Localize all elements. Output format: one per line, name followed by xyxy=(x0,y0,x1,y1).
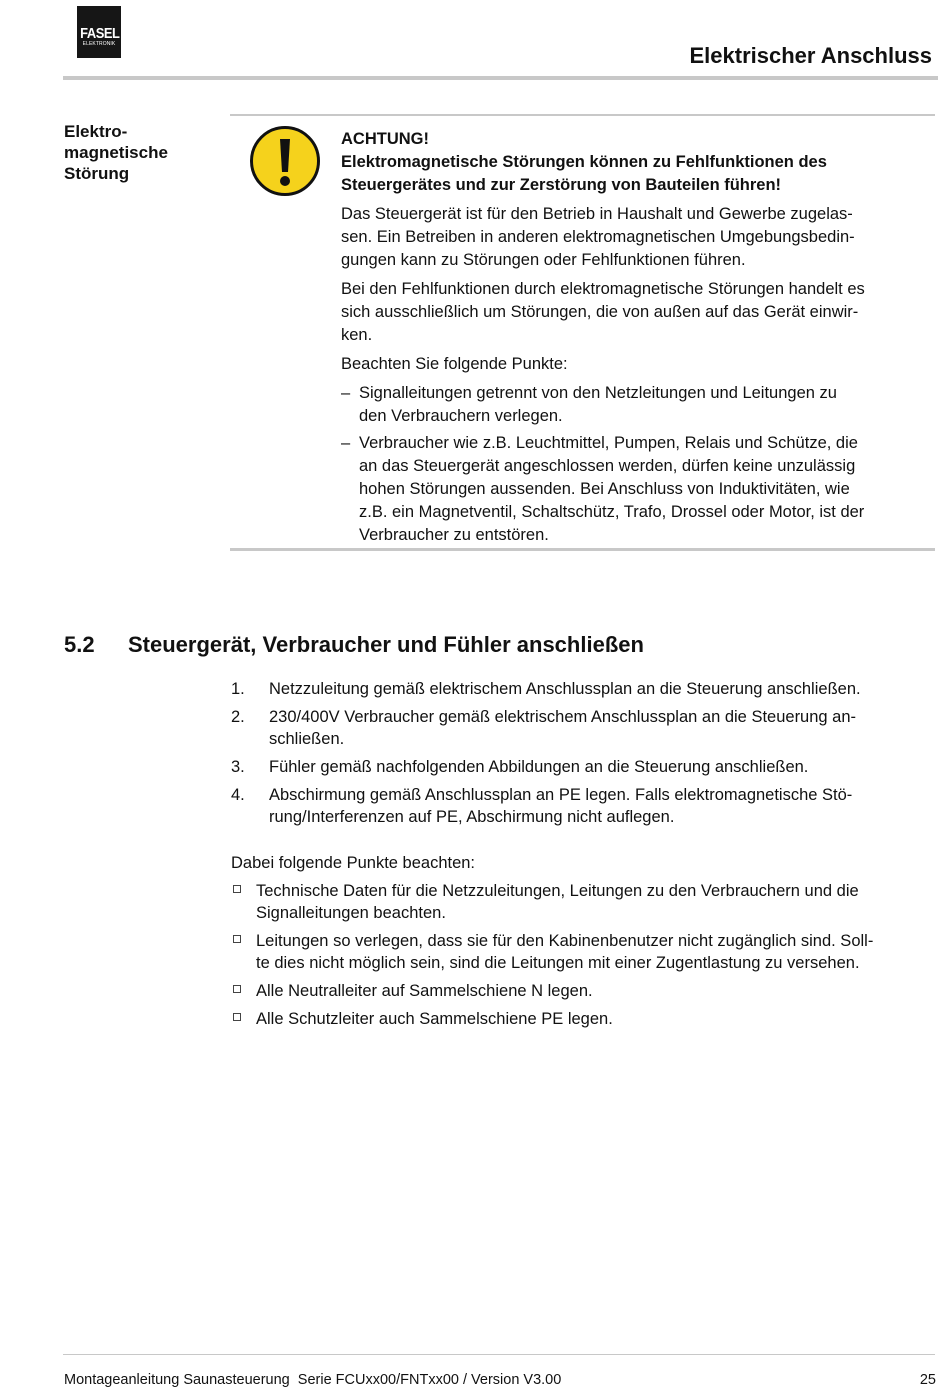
exclamation-warning-icon xyxy=(249,125,321,197)
note-divider-bottom xyxy=(230,548,935,551)
text-line: Verbraucher wie z.B. Leuchtmittel, Pumpen, Relais und Schütze, die xyxy=(359,434,858,452)
warning-heading-line: ACHTUNG! xyxy=(341,130,429,148)
logo-name: FASEL xyxy=(80,25,120,42)
page-header-title: Elektrischer Anschluss xyxy=(689,43,932,68)
step-number: 1. xyxy=(231,680,245,698)
section-heading xyxy=(64,631,644,659)
footer-document-title: Montageanleitung Saunasteuerung Serie FCUxx00/FNTxx00 / Version V3.00 xyxy=(64,1372,562,1388)
section-number: 5.2 xyxy=(64,632,95,657)
bullets-intro: Dabei folgende Punkte beachten: xyxy=(231,854,476,872)
step-number: 3. xyxy=(231,758,245,776)
bullet-list xyxy=(231,880,931,1036)
text-line: hohen Störungen aussenden. Bei Anschluss von Induktivitäten, wie xyxy=(359,480,850,498)
step-item xyxy=(231,678,931,700)
step-item xyxy=(231,784,931,828)
step-item xyxy=(231,706,931,750)
bullet-item xyxy=(231,1008,931,1030)
warning-paragraph xyxy=(341,278,931,347)
footer-divider xyxy=(63,1354,935,1355)
text-line: Beachten Sie folgende Punkte: xyxy=(341,355,568,373)
warning-heading-line: Elektromagnetische Störungen können zu Fehlfunktionen des xyxy=(341,153,827,171)
steps-list xyxy=(231,678,931,834)
text-line: Alle Schutzleiter auch Sammelschiene PE legen. xyxy=(256,1010,613,1028)
text-line: sich ausschließlich um Störungen, die von außen auf das Gerät einwir- xyxy=(341,303,859,321)
step-item xyxy=(231,756,931,778)
page-number: 25 xyxy=(919,1372,936,1388)
bullet-item xyxy=(231,880,931,924)
side-label-line: magnetische xyxy=(64,143,168,162)
side-label-line: Störung xyxy=(64,164,130,183)
warning-heading xyxy=(341,128,931,197)
text-line: Bei den Fehlfunktionen durch elektromagnetische Störungen handelt es xyxy=(341,280,865,298)
square-bullet-icon xyxy=(233,885,241,893)
bullet-item xyxy=(231,980,931,1002)
text-line: Fühler gemäß nachfolgenden Abbildungen an die Steuerung anschließen. xyxy=(269,758,809,776)
dash-bullet: – xyxy=(341,434,351,452)
text-line: Verbraucher zu entstören. xyxy=(359,526,549,544)
dash-list-item xyxy=(341,432,931,547)
square-bullet-icon xyxy=(233,985,241,993)
header-divider xyxy=(63,76,938,80)
warning-dash-list xyxy=(341,382,931,547)
step-number: 4. xyxy=(231,786,245,804)
side-label-line: Elektro- xyxy=(64,122,128,141)
text-line: an das Steuergerät angeschlossen werden, dürfen keine unzulässig xyxy=(359,457,856,475)
note-divider-top xyxy=(230,114,935,116)
text-line: schließen. xyxy=(269,730,345,748)
side-label xyxy=(64,121,168,184)
text-line: Netzzuleitung gemäß elektrischem Anschlussplan an die Steuerung anschließen. xyxy=(269,680,861,698)
text-line: z.B. ein Magnetventil, Schaltschütz, Trafo, Drossel oder Motor, ist der xyxy=(359,503,865,521)
text-line: Leitungen so verlegen, dass sie für den Kabinenbenutzer nicht zugänglich sind. Soll- xyxy=(256,932,874,950)
text-line: te dies nicht möglich sein, sind die Leitungen mit einer Zugentlastung zu versehen. xyxy=(256,954,860,972)
text-line: 230/400V Verbraucher gemäß elektrischem Anschlussplan an die Steuerung an- xyxy=(269,708,857,726)
text-line: sen. Ein Betreiben in anderen elektromagnetischen Umgebungsbedin- xyxy=(341,228,855,246)
fasel-logo xyxy=(77,6,121,58)
bullet-item xyxy=(231,930,931,974)
text-line: Alle Neutralleiter auf Sammelschiene N legen. xyxy=(256,982,593,1000)
text-line: Abschirmung gemäß Anschlussplan an PE legen. Falls elektromagnetische Stö- xyxy=(269,786,853,804)
text-line: Technische Daten für die Netzzuleitungen, Leitungen zu den Verbrauchern und die xyxy=(256,882,859,900)
text-line: Das Steuergerät ist für den Betrieb in Haushalt und Gewerbe zugelas- xyxy=(341,205,853,223)
square-bullet-icon xyxy=(233,1013,241,1021)
text-line: Signalleitungen getrennt von den Netzleitungen und Leitungen zu xyxy=(359,384,837,402)
warning-paragraph xyxy=(341,203,931,272)
text-line: den Verbrauchern verlegen. xyxy=(359,407,563,425)
section-title: Steuergerät, Verbraucher und Fühler anschließen xyxy=(128,632,644,657)
warning-heading-line: Steuergerätes und zur Zerstörung von Bauteilen führen! xyxy=(341,176,782,194)
logo-subtitle: ELEKTRONIK xyxy=(82,41,116,47)
dash-bullet: – xyxy=(341,384,351,402)
dash-list-item xyxy=(341,382,931,428)
text-line: Signalleitungen beachten. xyxy=(256,904,446,922)
text-line: ken. xyxy=(341,326,373,344)
warning-paragraph xyxy=(341,353,931,376)
square-bullet-icon xyxy=(233,935,241,943)
warning-note xyxy=(341,128,931,551)
step-number: 2. xyxy=(231,708,245,726)
text-line: gungen kann zu Störungen oder Fehlfunktionen führen. xyxy=(341,251,746,269)
text-line: rung/Interferenzen auf PE, Abschirmung nicht auflegen. xyxy=(269,808,675,826)
